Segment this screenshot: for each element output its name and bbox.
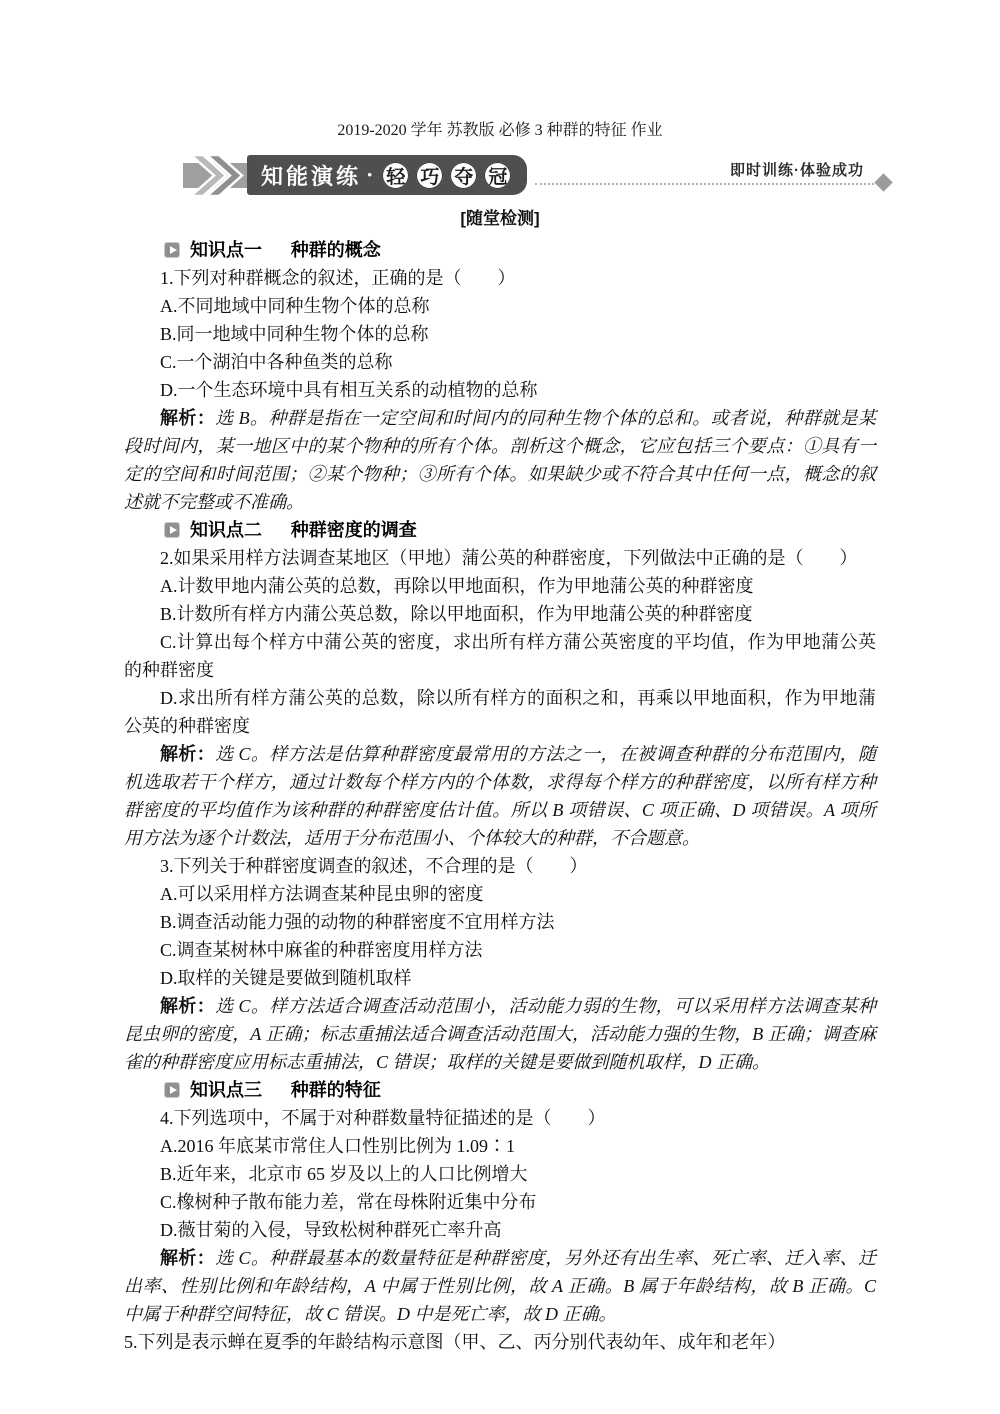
analysis-paragraph (124, 404, 876, 516)
analysis-paragraph (124, 740, 876, 852)
dotted-line (535, 183, 874, 185)
option-text: D.求出所有样方蒲公英的总数，除以所有样方的面积之和，再乘以甲地面积，作为甲地蒲公英的种群密度 (124, 688, 876, 736)
topic-heading (164, 1076, 876, 1104)
option-text: B.近年来，北京市 65 岁及以上的人口比例增大 (160, 1164, 528, 1184)
option-text: A.计数甲地内蒲公英的总数，再除以甲地面积，作为甲地蒲公英的种群密度 (160, 576, 754, 596)
option-text: C.调查某树林中麻雀的种群密度用样方法 (160, 940, 483, 960)
knowledge-point-label: 知识点二 (190, 520, 262, 540)
knowledge-point-title: 种群的概念 (290, 240, 381, 260)
knowledge-point-title: 种群的特征 (290, 1080, 381, 1100)
double-chevron-icon (183, 152, 253, 198)
analysis-text: 选 B。种群是指在一定空间和时间内的同种生物个体的总和。或者说，种群就是某段时间内，某一地区中的某个物种的所有个体。剖析这个概念，它应包括三个要点：①具有一定的空间和时间范围；②某个物种；③所有个体。如果缺少或不符合其中任何一点，概念的叙述就不完整或不准确。 (124, 408, 877, 512)
banner-circle-char: 轻 (382, 162, 409, 189)
play-icon (164, 1082, 180, 1098)
option-text: D.薇甘菊的入侵，导致松树种群死亡率升高 (160, 1220, 502, 1240)
knowledge-point-label: 知识点一 (190, 240, 262, 260)
topic-heading (164, 236, 876, 264)
play-icon (164, 522, 180, 538)
analysis-text: 选 C。样方法是估算种群密度最常用的方法之一，在被调查种群的分布范围内，随机选取若干个样方，通过计数每个样方内的个体数，求得每个样方的种群密度，以所有样方种群密度的平均值作为该种群的种群密度估计值。所以 B 项错误、C 项正确、D 项错误。A 项所用方法为逐个计数法，适用于分布范围小、个体较大的种群，不合题意。 (124, 744, 876, 848)
banner-circle-char: 冠 (484, 162, 511, 189)
section-header: [随堂检测] (460, 209, 540, 228)
banner-circle-char: 夺 (450, 162, 477, 189)
content-body (124, 236, 876, 1356)
option-text: B.调查活动能力强的动物的种群密度不宜用样方法 (160, 912, 555, 932)
option-text: B.同一地域中同种生物个体的总称 (160, 324, 429, 344)
analysis-paragraph (124, 1244, 876, 1328)
banner-name-label: 知能演练 (261, 163, 362, 189)
option-text: D.一个生态环境中具有相互关系的动植物的总称 (160, 380, 538, 400)
option-text: A.2016 年底某市常住人口性别比例为 1.09∶1 (160, 1136, 515, 1156)
knowledge-point-label: 知识点三 (190, 1080, 262, 1100)
banner-tail (527, 152, 890, 198)
question-text: 1.下列对种群概念的叙述，正确的是（ ） (160, 268, 516, 288)
banner-dot: · (366, 162, 374, 187)
topic-heading (164, 516, 876, 544)
analysis-label: 解析： (160, 1248, 216, 1268)
play-icon (164, 242, 180, 258)
analysis-label: 解析： (160, 408, 216, 428)
analysis-label: 解析： (160, 744, 216, 764)
option-text: C.一个湖泊中各种鱼类的总称 (160, 352, 393, 372)
option-text: C.计算出每个样方中蒲公英的密度，求出所有样方蒲公英密度的平均值，作为甲地蒲公英的种群密度 (124, 632, 876, 680)
analysis-label: 解析： (160, 996, 216, 1016)
option-text: A.可以采用样方法调查某种昆虫卵的密度 (160, 884, 484, 904)
option-text: D.取样的关键是要做到随机取样 (160, 968, 412, 988)
analysis-text: 选 C。种群最基本的数量特征是种群密度，另外还有出生率、死亡率、迁入率、迁出率、性别比例和年龄结构，A 中属于性别比例，故 A 正确。B 属于年龄结构，故 B 正确。C 中属于种群空间特征，故 C 错误。D 中是死亡率，故 D 正确。 (124, 1248, 876, 1324)
question-text: 2.如果采用样方法调查某地区（甲地）蒲公英的种群密度，下列做法中正确的是（ ） (160, 548, 858, 568)
option-text: C.橡树种子散布能力差，常在母株附近集中分布 (160, 1192, 537, 1212)
knowledge-point-title: 种群密度的调查 (290, 520, 417, 540)
analysis-paragraph (124, 992, 876, 1076)
question-text: 4.下列选项中，不属于对种群数量特征描述的是（ ） (160, 1108, 606, 1128)
banner-slogan: 即时训练·体验成功 (730, 162, 864, 179)
analysis-text: 选 C。样方法适合调查活动范围小，活动能力弱的生物，可以采用样方法调查某种昆虫卵的密度，A 正确；标志重捕法适合调查活动范围大，活动能力强的生物，B 正确；调查麻雀的种群密度应用标志重捕法，C 错误；取样的关键是要做到随机取样，D 正确。 (124, 996, 876, 1072)
diamond-icon (874, 173, 892, 191)
banner (183, 152, 890, 198)
doc-title: 2019-2020 学年 苏教版 必修 3 种群的特征 作业 (337, 122, 663, 139)
trailing-question: 5.下列是表示蝉在夏季的年龄结构示意图（甲、乙、丙分别代表幼年、成年和老年） (124, 1332, 786, 1352)
banner-circle-char: 巧 (416, 162, 443, 189)
question-text: 3.下列关于种群密度调查的叙述，不合理的是（ ） (160, 856, 588, 876)
option-text: B.计数所有样方内蒲公英总数，除以甲地面积，作为甲地蒲公英的种群密度 (160, 604, 753, 624)
option-text: A.不同地域中同种生物个体的总称 (160, 296, 430, 316)
banner-title-box (247, 155, 527, 195)
